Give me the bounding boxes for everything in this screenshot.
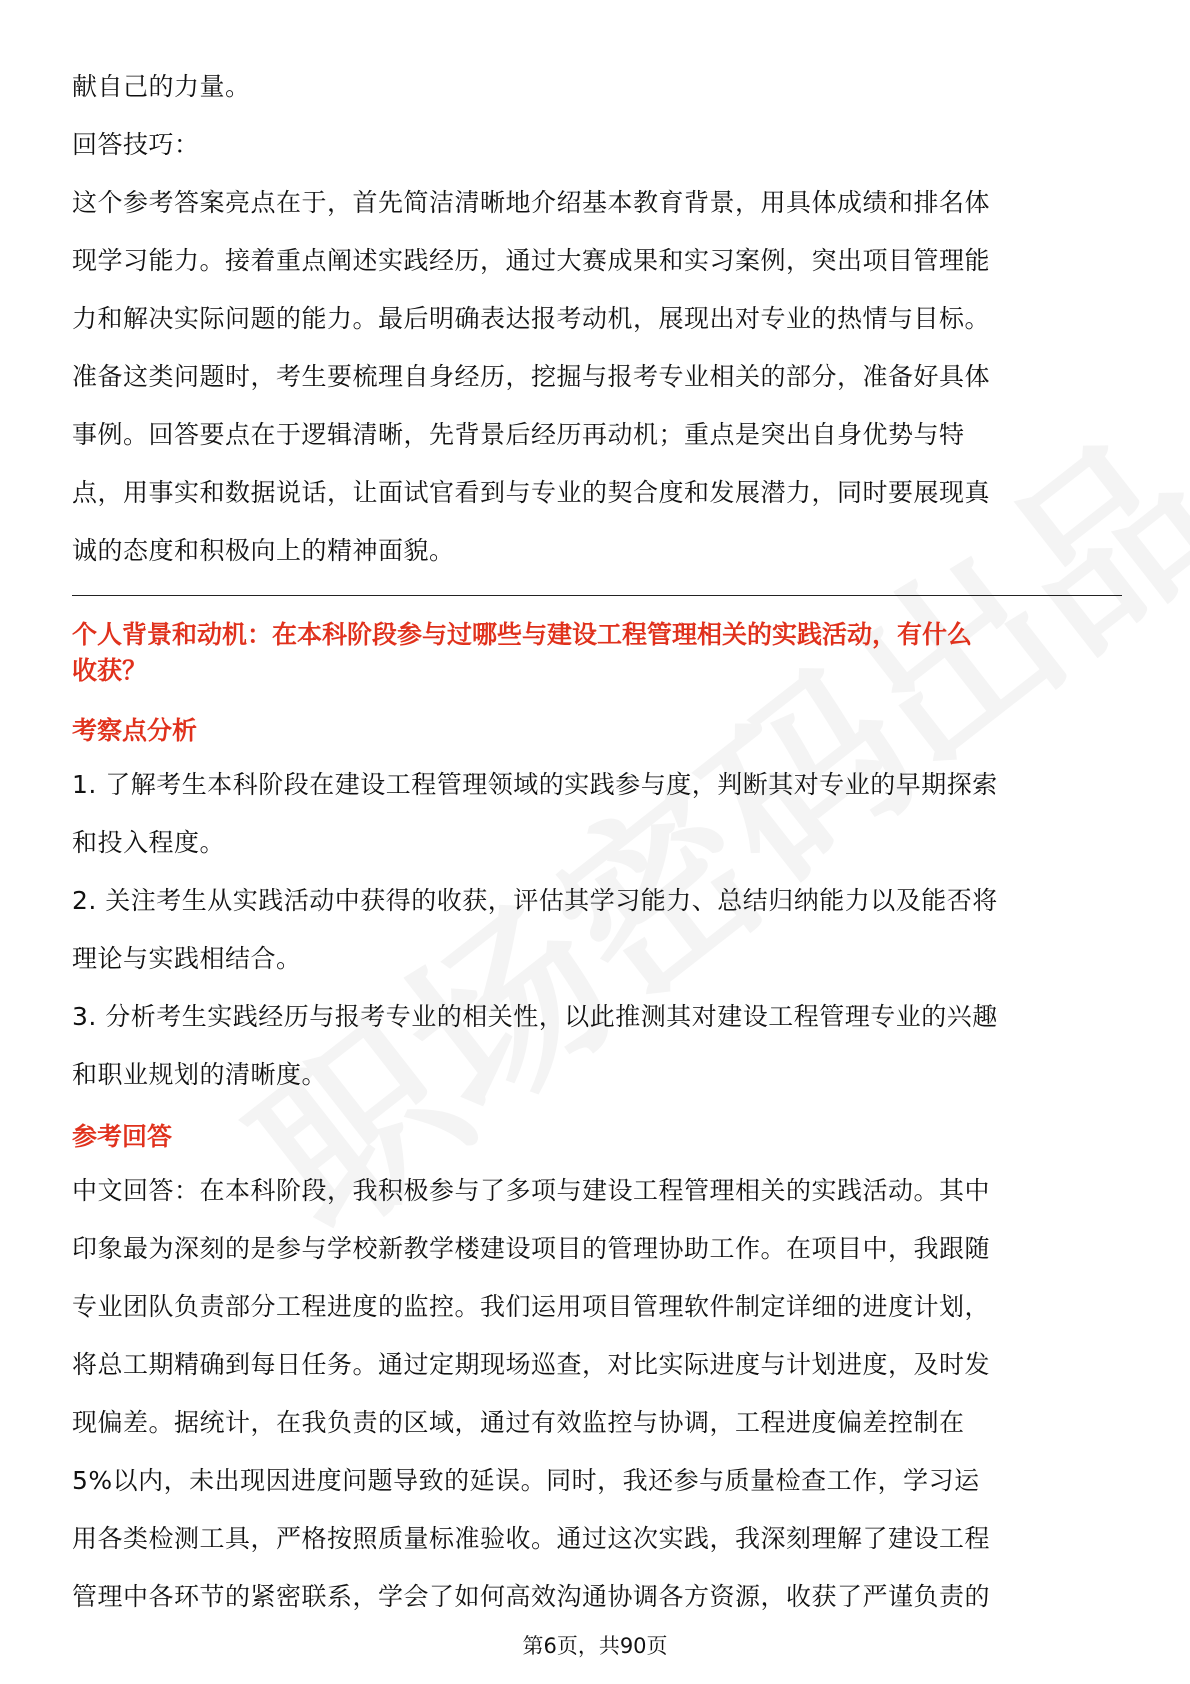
question-line: 收获？ (72, 656, 148, 685)
question-heading (72, 617, 1122, 689)
reference-section (72, 1112, 1122, 1626)
analysis-section (72, 706, 1122, 1104)
reference-line: 用各类检测工具，严格按照质量标准验收。通过这次实践，我深刻理解了建设工程 (72, 1524, 991, 1553)
analysis-line: 和投入程度。 (72, 828, 226, 857)
top-section (72, 58, 1122, 580)
tips-paragraph (72, 174, 1122, 580)
analysis-line: 3. 分析考生实践经历与报考专业的相关性，以此推测其对建设工程管理专业的兴趣 (72, 1002, 998, 1031)
analysis-line: 理论与实践相结合。 (72, 944, 302, 973)
reference-line: 将总工期精确到每日任务。通过定期现场巡查，对比实际进度与计划进度，及时发 (72, 1350, 991, 1379)
reference-line: 现偏差。据统计，在我负责的区域，通过有效监控与协调，工程进度偏差控制在 (72, 1408, 965, 1437)
continuation-text: 献自己的力量。 (72, 72, 251, 101)
question-line: 个人背景和动机：在本科阶段参与过哪些与建设工程管理相关的实践活动，有什么 (72, 620, 973, 649)
tips-line: 点，用事实和数据说话，让面试官看到与专业的契合度和发展潜力，同时要展现真 (72, 478, 991, 507)
reference-line: 中文回答：在本科阶段，我积极参与了多项与建设工程管理相关的实践活动。其中 (72, 1176, 991, 1205)
tips-line: 诚的态度和积极向上的精神面貌。 (72, 536, 455, 565)
tips-line: 这个参考答案亮点在于，首先简洁清晰地介绍基本教育背景，用具体成绩和排名体 (72, 188, 991, 217)
tips-line: 事例。回答要点在于逻辑清晰，先背景后经历再动机；重点是突出自身优势与特 (72, 420, 965, 449)
tips-line: 现学习能力。接着重点阐述实践经历，通过大赛成果和实习案例，突出项目管理能 (72, 246, 991, 275)
reference-title: 参考回答 (72, 1122, 173, 1151)
reference-line: 管理中各环节的紧密联系，学会了如何高效沟通协调各方资源，收获了严谨负责的 (72, 1582, 991, 1611)
analysis-line: 1. 了解考生本科阶段在建设工程管理领域的实践参与度，判断其对专业的早期探索 (72, 770, 998, 799)
reference-line: 5%以内，未出现因进度问题导致的延误。同时，我还参与质量检查工作，学习运 (72, 1466, 980, 1495)
analysis-title: 考察点分析 (72, 716, 198, 745)
tips-label: 回答技巧： (72, 130, 200, 159)
reference-line: 印象最为深刻的是参与学校新教学楼建设项目的管理协助工作。在项目中，我跟随 (72, 1234, 991, 1263)
page-number: 第6页，共90页 (522, 1634, 668, 1658)
analysis-line: 2. 关注考生从实践活动中获得的收获，评估其学习能力、总结归纳能力以及能否将 (72, 886, 998, 915)
reference-line: 专业团队负责部分工程进度的监控。我们运用项目管理软件制定详细的进度计划， (72, 1292, 991, 1321)
analysis-line: 和职业规划的清晰度。 (72, 1060, 328, 1089)
section-divider (72, 595, 1122, 596)
tips-line: 准备这类问题时，考生要梳理自身经历，挖掘与报考专业相关的部分，准备好具体 (72, 362, 991, 391)
tips-line: 力和解决实际问题的能力。最后明确表达报考动机，展现出对专业的热情与目标。 (72, 304, 991, 333)
